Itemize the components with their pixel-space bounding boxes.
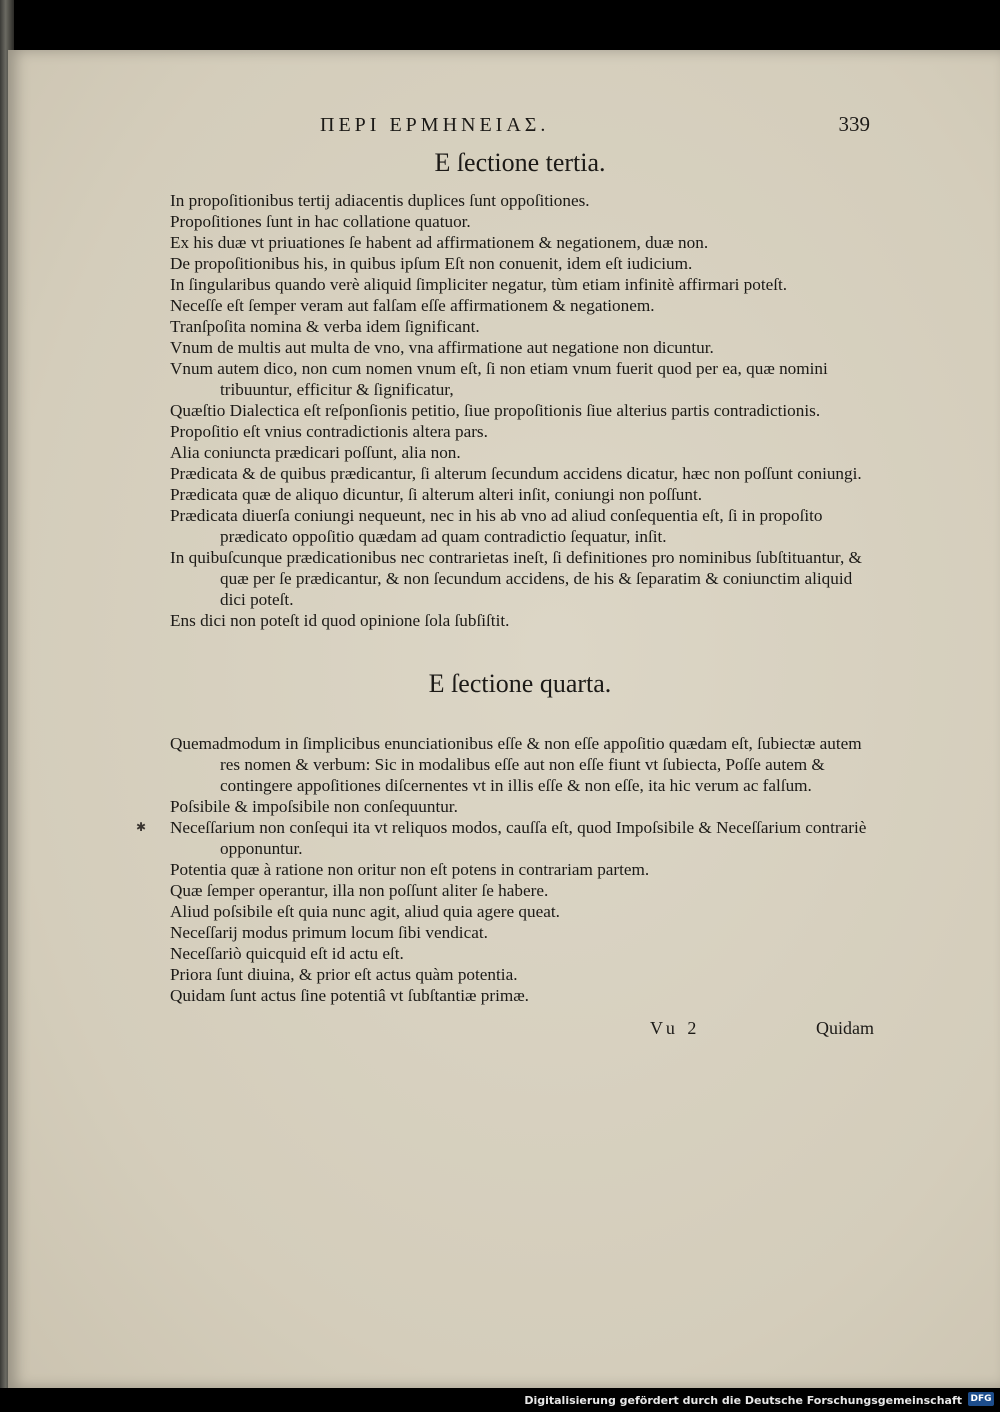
proposition: Vnum de multis aut multa de vno, vna affirmatione aut negatione non dicuntur. [170, 338, 714, 357]
proposition: Poſsibile & impoſsibile non conſequuntur. [170, 797, 458, 816]
proposition: Ens dici non poteſt id quod opinione ſola ſubſiſtit. [170, 611, 510, 630]
proposition: In ſingularibus quando verè aliquid ſimpliciter negatur, tùm etiam infinitè affirmari poteſt. [170, 275, 788, 294]
signature-mark: Vu 2 [650, 1018, 701, 1038]
page-content [170, 112, 874, 1046]
proposition: Neceſſarium non conſequi ita vt reliquos modos, cauſſa eſt, quod Impoſsibile & Neceſſarium contrariè opponuntur. [170, 818, 867, 858]
proposition: Propoſitio eſt vnius contradictionis altera pars. [170, 422, 488, 441]
proposition: Ex his duæ vt priuationes ſe habent ad affirmationem & negationem, duæ non. [170, 233, 709, 252]
digitization-credit: Digitalisierung gefördert durch die Deutsche Forschungsgemeinschaft [524, 1394, 962, 1407]
proposition: Potentia quæ à ratione non oritur non eſt potens in contrariam partem. [170, 860, 650, 879]
dfg-logo-icon: DFG [968, 1392, 994, 1406]
proposition: Quemadmodum in ſimplicibus enunciationibus eſſe & non eſſe appoſitio quædam eſt, ſubiectæ autem res nomen & verbum: Sic in modalibus eſſe aut non eſſe fiunt vt ſubiecta, Poſſe autem & contingere appoſitiones diſcernentes vt in illis eſſe & non eſſe, ita hic verum ac falſum. [170, 734, 862, 795]
section-heading-tertia: E ſectione tertia. [434, 148, 606, 177]
proposition: Quæſtio Dialectica eſt reſponſionis petitio, ſiue propoſitionis ſiue alterius partis contradictionis. [170, 401, 821, 420]
proposition: De propoſitionibus his, in quibus ipſum Eſt non conuenit, idem eſt iudicium. [170, 254, 693, 273]
proposition: Neceſſariò quicquid eſt id actu eſt. [170, 944, 404, 963]
catchword: Quidam [816, 1018, 874, 1038]
proposition: Quidam ſunt actus ſine potentiâ vt ſubſtantiæ primæ. [170, 986, 529, 1005]
proposition: Neceſſe eſt ſemper veram aut falſam eſſe affirmationem & negationem. [170, 296, 655, 315]
proposition: Prædicata diuerſa coniungi nequeunt, nec in his ab vno ad aliud conſequentia eſt, ſi in propoſito prædicato oppoſitio quædam ad quam contradictio ſequatur, inſit. [170, 506, 823, 546]
proposition-list-quarta [170, 733, 870, 1006]
proposition: Quæ ſemper operantur, illa non poſſunt aliter ſe habere. [170, 881, 549, 900]
proposition: Vnum autem dico, non cum nomen vnum eſt, ſi non etiam vnum fuerit quod per ea, quæ nomini tribuuntur, efficitur & ſignificatur, [170, 359, 828, 399]
proposition: Priora ſunt diuina, & prior eſt actus quàm potentia. [170, 965, 518, 984]
proposition: Alia coniuncta prædicari poſſunt, alia non. [170, 443, 461, 462]
running-head [170, 114, 870, 144]
proposition: Prædicata & de quibus prædicantur, ſi alterum ſecundum accidens dicatur, hæc non poſſunt coniungi. [170, 464, 862, 483]
margin-mark: ✱ [136, 820, 147, 834]
section-heading-quarta: E ſectione quarta. [428, 669, 612, 698]
proposition: Aliud poſsibile eſt quia nunc agit, aliud quia agere queat. [170, 902, 560, 921]
digitization-footer-bar [0, 1388, 1000, 1412]
page-number: 339 [838, 112, 870, 136]
proposition: Neceſſarij modus primum locum ſibi vendicat. [170, 923, 488, 942]
proposition: In quibuſcunque prædicationibus nec contrarietas ineſt, ſi definitiones pro nominibus ſubſtituantur, & quæ per ſe prædicantur, & non ſecundum accidens, de his & ſeparatim & coniunctim aliquid dici poteſt. [170, 548, 862, 609]
running-title: ΠΕΡΙ ΕΡΜΗΝΕΙΑΣ. [320, 114, 550, 136]
proposition-list-tertia [170, 190, 870, 631]
proposition: In propoſitionibus tertij adiacentis duplices ſunt oppoſitiones. [170, 191, 590, 210]
page-footer [170, 1018, 874, 1046]
proposition: Prædicata quæ de aliquo dicuntur, ſi alterum alteri inſit, coniungi non poſſunt. [170, 485, 703, 504]
proposition: Propoſitiones ſunt in hac collatione quatuor. [170, 212, 471, 231]
proposition: Tranſpoſita nomina & verba idem ſignificant. [170, 317, 480, 336]
book-page [8, 50, 1000, 1388]
